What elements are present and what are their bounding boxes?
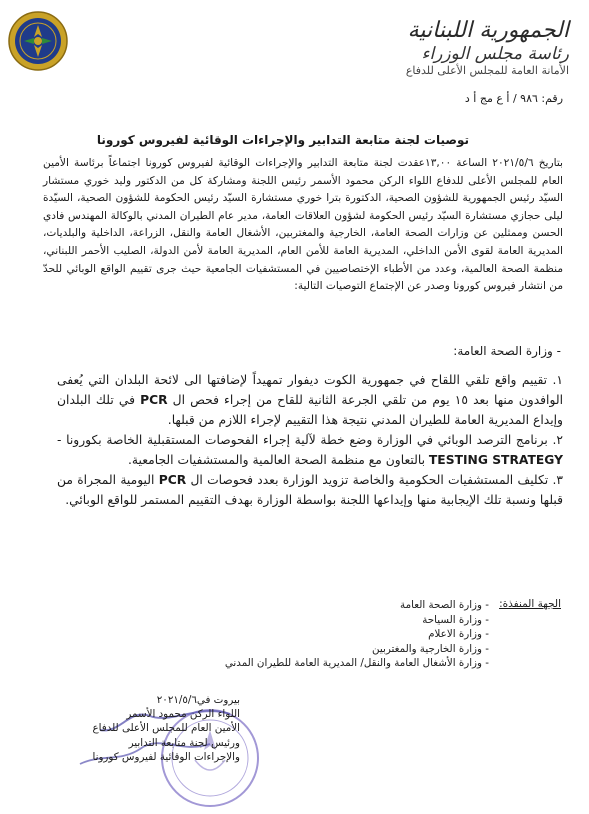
- intro-paragraph: بتاريخ ٢٠٢١/٥/٦ الساعة ١٣,٠٠عقدت لجنة متابعة التدابير والإجراءات الوقائية لفيروس كورونا اجتماعاً برئاسة الأمين العام للمجلس الأعلى للدفاع اللواء الركن محمود الأسمر رئيس اللجنة ومشاركة كل من الدكتور وليد خوري مستشار السيّد رئيس الجمهورية للشؤون الصحية، الدكتورة بترا خوري مستشارة السيّد رئيس الحكومة للشؤون الصحية، السيّدة ليلى حجازي مستشارة السيّد رئيس الحكومة لشؤون العلاقات العامة، مدير عام الطيران المدني بالوكالة المهندس فادي الحسن وممثلين عن وزارات الصحة العامة، الخارجية والمغتربين، الأشغال العامة والنقل، الزراعة، الداخلية والبلديات، المديرية العامة لقوى الأمن الداخلي، المديرية العامة للأمن العام، المديرية العامة لأمن الدولة، الصليب الأحمر اللبناني، منظمة الصحة العالمية، وعدد من الأطباء الإختصاصيين في المستشفيات الجامعية حيث جرى تقييم الواقع الوبائي للحدّ من انتشار فيروس كورونا وصدر عن الإجتماع التوصيات التالية:: [43, 157, 563, 293]
- item-text: اليومية المجراة من قبلها ونسبة تلك الإيجابية منها وإيداعها اللجنة بواسطة الوزارة بهدف التقييم المستمر للواقع الوبائي.: [57, 473, 563, 507]
- item-text: ٢. برنامج الترصد الوبائي في الوزارة وضع خطة لآلية إجراء الفحوصات المستقبلية الخاصة بكورونا -: [57, 433, 563, 447]
- recommendation-item: [57, 470, 563, 510]
- signature-role: الأمين العام للمجلس الأعلى للدفاع: [92, 722, 240, 735]
- list-item: - وزارة السياحة: [422, 613, 489, 626]
- item-keyword: PCR: [158, 473, 187, 487]
- signature-role: ورئيس لجنة متابعة التدابير: [128, 736, 240, 749]
- executing-parties-list: [169, 598, 489, 671]
- list-item: - وزارة الخارجية والمغتربين: [372, 642, 489, 655]
- item-keyword: TESTING STRATEGY: [428, 453, 563, 467]
- item-text: ٣. تكليف المستشفيات الحكومية والخاصة تزويد الوزارة بعدد فحوصات ال: [186, 473, 563, 487]
- item-text: في تلك البلدان وإيداع المديرية العامة للطيران المدني نتيجة هذا التقييم لإجراء اللازم من قبلها.: [57, 393, 563, 427]
- letterhead-presidency: رئاسة مجلس الوزراء: [421, 44, 569, 64]
- signature-block: [40, 693, 240, 764]
- item-text: بالتعاون مع منظمة الصحة العالمية والمستشفيات الجامعية.: [128, 453, 429, 467]
- recommendation-list: [57, 370, 563, 510]
- recommendation-item: [57, 370, 563, 430]
- signature-role: والإجراءات الوقائية لفيروس كورونا: [92, 750, 240, 763]
- signature-name: اللواء الركن محمود الأسمر: [126, 708, 240, 721]
- document-title: توصيات لجنة متابعة التدابير والإجراءات الوقائية لفيروس كورونا: [96, 133, 469, 147]
- letterhead: [329, 18, 569, 78]
- list-item: - وزارة الأشغال العامة والنقل/ المديرية العامة للطيران المدني: [224, 657, 489, 669]
- executing-parties-label: الجهة المنفذة:: [499, 598, 561, 610]
- recommendation-item: [57, 430, 563, 470]
- item-text: ١. تقييم واقع تلقي اللقاح في جمهورية الكوت ديفوار تمهيداً لإضافتها الى لائحة البلدان التي يُعفى الوافدون منها بعد ١٥ يوم من تلقي الجرعة الثانية للقاح من إجراء فحص ال: [57, 373, 563, 407]
- letterhead-republic: الجمهورية اللبنانية: [407, 18, 569, 43]
- list-item: - وزارة الصحة العامة: [400, 599, 489, 611]
- section-heading: - وزارة الصحة العامة:: [453, 344, 561, 358]
- council-seal-icon: [7, 10, 69, 72]
- reference-number: رقم: ٩٨٦ / أ ع مج أ د: [464, 92, 563, 105]
- signature-place-date: بيروت في٢٠٢١/٥/٦: [156, 694, 240, 706]
- item-keyword: PCR: [140, 393, 168, 407]
- letterhead-secretariat: الأمانة العامة للمجلس الأعلى للدفاع: [405, 64, 569, 77]
- list-item: - وزارة الاعلام: [428, 628, 489, 640]
